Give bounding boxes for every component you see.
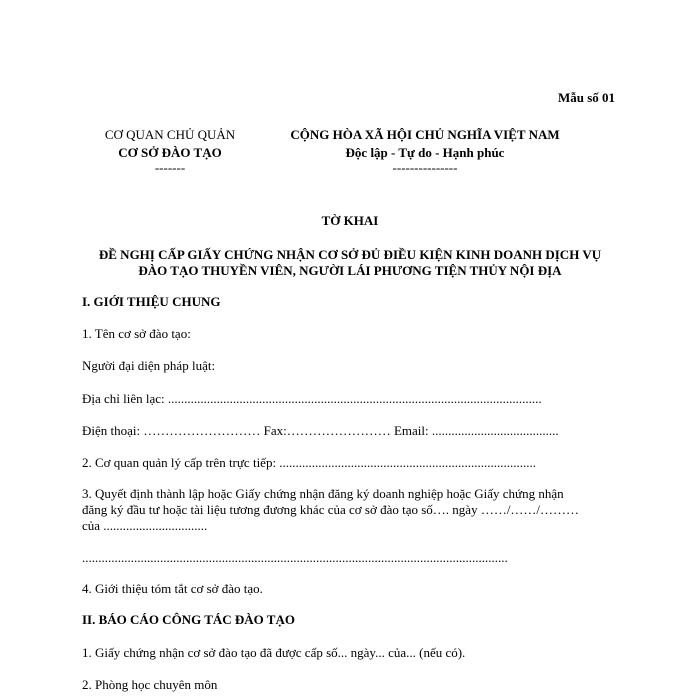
header-right-rule: --------------- xyxy=(392,160,458,175)
section1-item3-line1: 3. Quyết định thành lập hoặc Giấy chứng nhận đăng ký doanh nghiệp hoặc Giấy chứng nhận xyxy=(82,486,564,501)
header-left-line2: CƠ SỞ ĐÀO TẠO xyxy=(118,145,222,160)
document-title: TỜ KHAI xyxy=(321,213,379,228)
contact-phone-fax-email: Điện thoại: ……………………… Fax:…………………… Email: ....................................... xyxy=(82,423,559,438)
section2-item2: 2. Phòng học chuyên môn xyxy=(82,677,218,692)
legal-representative: Người đại diện pháp luật: xyxy=(82,358,216,373)
header-right-line2: Độc lập - Tự do - Hạnh phúc xyxy=(345,145,505,160)
subtitle-line2: ĐÀO TẠO THUYỀN VIÊN, NGƯỜI LÁI PHƯƠNG TIỆN THỦY NỘI ĐỊA xyxy=(138,263,562,278)
subtitle-line1: ĐỀ NGHỊ CẤP GIẤY CHỨNG NHẬN CƠ SỞ ĐỦ ĐIỀU KIỆN KINH DOANH DỊCH VỤ xyxy=(98,247,602,262)
section1-item3-line2: đăng ký đầu tư hoặc tài liệu tương đương khác của cơ sở đào tạo số…. ngày ……/……/……… xyxy=(82,502,580,517)
section1-item2: 2. Cơ quan quản lý cấp trên trực tiếp: ............................................................................... xyxy=(82,455,537,470)
section1-item4: 4. Giới thiệu tóm tắt cơ sở đào tạo. xyxy=(82,581,263,596)
section1-heading: I. GIỚI THIỆU CHUNG xyxy=(82,294,221,309)
contact-address: Địa chỉ liên lạc: ................................................................................................................... xyxy=(82,391,542,406)
header-left-line1: CƠ QUAN CHỦ QUẢN xyxy=(104,127,236,142)
section2-heading: II. BÁO CÁO CÔNG TÁC ĐÀO TẠO xyxy=(82,612,295,627)
section1-item3-line3: của ................................ xyxy=(82,518,208,533)
section2-item1: 1. Giấy chứng nhận cơ sở đào tạo đã được cấp số... ngày... của... (nếu có). xyxy=(82,645,466,660)
form-number: Mẫu số 01 xyxy=(558,90,616,105)
section1-item1: 1. Tên cơ sở đào tạo: xyxy=(82,326,191,341)
header-right-line1: CỘNG HÒA XÃ HỘI CHỦ NGHĨA VIỆT NAM xyxy=(290,127,560,142)
dotted-line: ................................................................................................................................... xyxy=(82,550,508,565)
header-left-rule: ------- xyxy=(154,160,186,175)
